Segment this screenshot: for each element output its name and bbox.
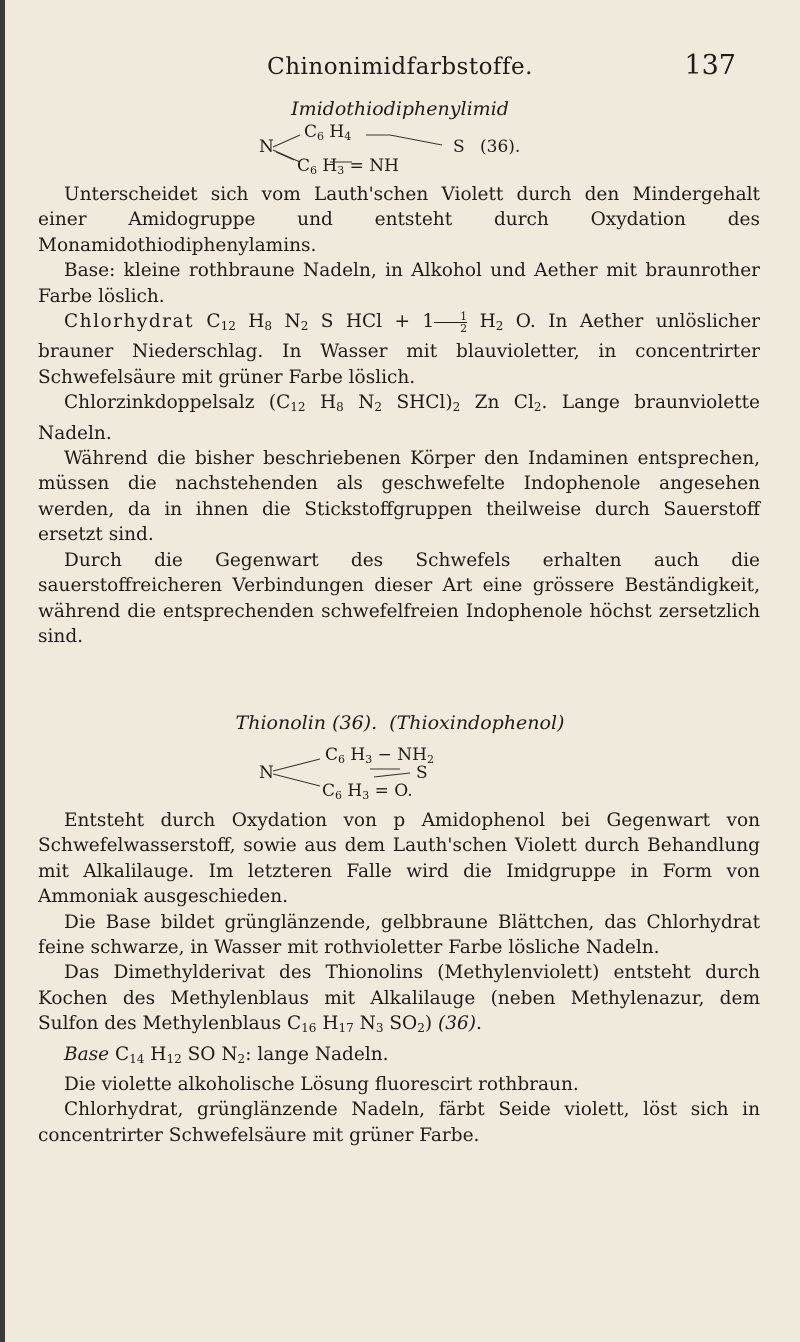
section2-body bbox=[38, 808, 760, 1148]
paragraph: Chlorhydrat, grünglänzende Nadeln, färbt Seide violett, löst sich in concentrirter Schwefelsäure mit grüner Farbe. bbox=[38, 1099, 760, 1146]
formula-top-group: $C_6$ $H_4$ bbox=[304, 122, 352, 143]
formula-reference: (36). bbox=[480, 137, 521, 157]
section1-body bbox=[38, 182, 760, 649]
paragraph: Die violette alkoholische Lösung fluorescirt rothbraun. bbox=[64, 1074, 579, 1096]
paragraph: Unterscheidet sich vom Lauth'schen Violett durch den Mindergehalt einer Amidogruppe und entsteht durch Oxydation des Monamidothiodiphenylamins. bbox=[38, 184, 760, 256]
paragraph: Base $C_{14}$ $H_{12}$ SO $N_2$: lange Nadeln. bbox=[64, 1043, 389, 1066]
formula-atom-n: N bbox=[259, 137, 274, 157]
page-number: 137 bbox=[684, 50, 736, 81]
formula-atom-s: S bbox=[416, 763, 428, 783]
formula-bond-lines bbox=[270, 755, 430, 789]
paragraph-text: Lange braunviolette Nadeln. bbox=[38, 392, 761, 444]
paragraph: Entsteht durch Oxydation von p Amidophenol bei Gegenwart von Schwefelwasserstoff, sowie aus dem Lauth'schen Violett durch Behandlung mit Alkalilauge. Im letzteren Falle wird die Imidgruppe in Form von Ammoniak ausgeschieden. bbox=[38, 810, 760, 908]
paragraph: Chlorzinkdoppelsalz ($C_{12}$ $H_8$ $N_2$ $SHCl)_2$ Zn $Cl_2$. Lange braunviolette Nadeln. bbox=[38, 392, 761, 444]
paragraph: Durch die Gegenwart des Schwefels erhalten auch die sauerstoffreicheren Verbindungen dieser Art eine grössere Beständigkeit, während die entsprechenden schwefelfreien Indophenole höchst zersetzlich sind. bbox=[38, 549, 760, 647]
compound-title-thionolin: Thionolin (36). (Thioxindophenol) bbox=[235, 712, 565, 734]
term-label: Base bbox=[64, 1043, 110, 1065]
fraction: $\frac{1}{2}$ bbox=[434, 311, 467, 334]
formula-bond-lines bbox=[270, 131, 460, 165]
paragraph: Das Dimethylderivat des Thionolins (Methylenviolett) entsteht durch Kochen des Methylenblaus mit Alkalilauge (neben Methylenazur, dem Sulfon des Methylenblaus $C_{16}$ $H_{17}$ $N_3$ $SO_2$) (36). bbox=[38, 962, 760, 1036]
paragraph-text: In Aether unlöslicher brauner Niederschlag. In Wasser mit blauvioletter, in concentrirter Schwefelsäure mit grüner Farbe löslich. bbox=[38, 311, 760, 388]
formula-atom-n: N bbox=[259, 763, 274, 783]
paragraph-text: lange Nadeln. bbox=[257, 1043, 389, 1065]
paragraph: Die Base bildet grünglänzende, gelbbraune Blättchen, das Chlorhydrat feine schwarze, in Wasser mit rothvioletter Farbe lösliche Nadeln. bbox=[38, 911, 760, 959]
formula-top-group: $C_6$ $H_3 - NH_2$ bbox=[325, 745, 435, 766]
formula-atom-s: S bbox=[453, 137, 465, 157]
formula-bottom-group: $C_6$ $H_3 = O$. bbox=[322, 781, 413, 802]
compound-title-imidothiodiphenylimid: Imidothiodiphenylimid bbox=[291, 98, 509, 120]
running-header-title: Chinonimidfarbstoffe. bbox=[267, 54, 533, 80]
term-label: Chlorhydrat bbox=[64, 311, 194, 333]
term-label: Chlorzinkdoppelsalz bbox=[64, 392, 255, 414]
paragraph: Während die bisher beschriebenen Körper den Indaminen entsprechen, müssen die nachstehenden als geschwefelte Indophenole angesehen werden, da in ihnen die Stickstoffgruppen theilweise durch Sauerstoff ersetzt sind. bbox=[38, 448, 760, 546]
paragraph: Base: kleine rothbraune Nadeln, in Alkohol und Aether mit braunrother Farbe löslich. bbox=[38, 260, 760, 307]
page-edge-shadow bbox=[0, 0, 5, 1342]
paragraph: Chlorhydrat $C_{12}$ $H_8$ $N_2$ S HCl + 1 $\frac{1}{2}$ $H_2$ O. In Aether unlöslicher brauner Niederschlag. In Wasser mit blauvioletter, in concentrirter Schwefelsäure mit grüner Farbe löslich. bbox=[38, 309, 760, 388]
formula-bottom-group: $C_6$ $H_3$ = NH bbox=[297, 156, 400, 177]
